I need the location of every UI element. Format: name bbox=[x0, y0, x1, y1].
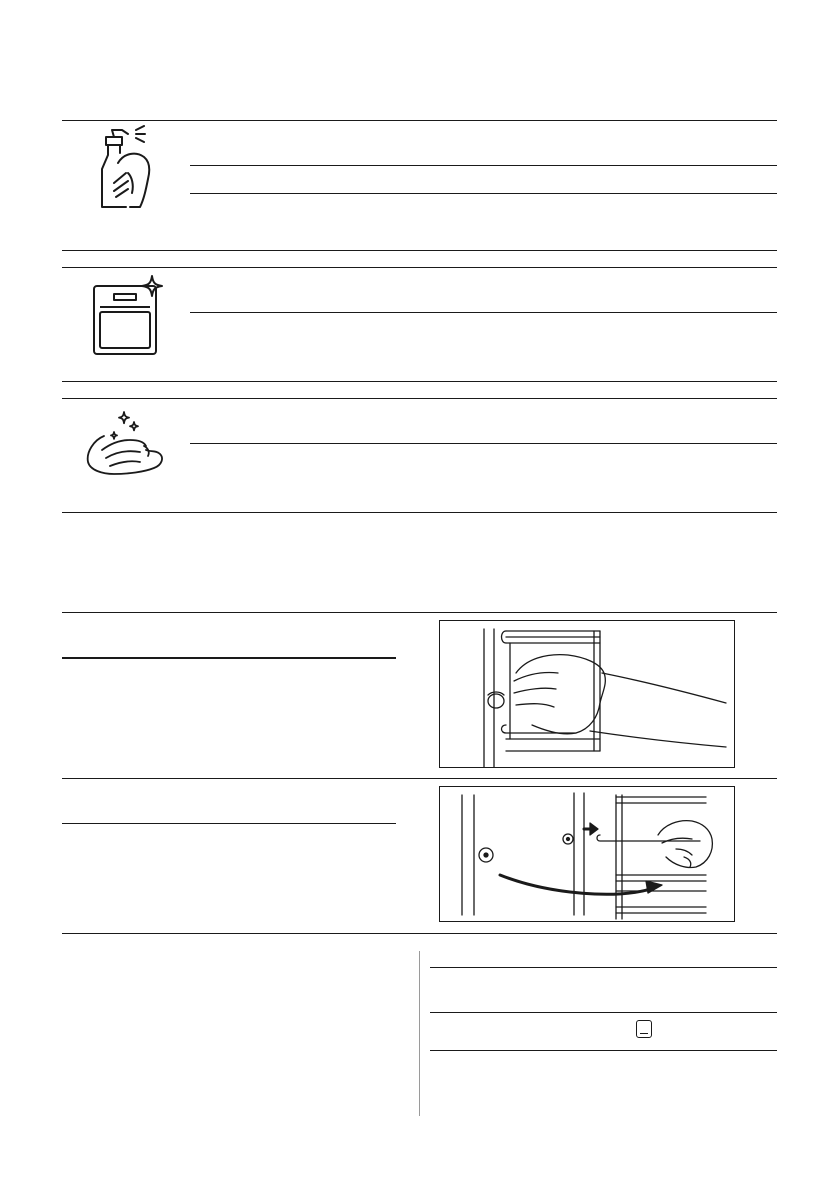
section-bottom-rule bbox=[62, 250, 777, 251]
oven-sparkle-icon bbox=[90, 274, 164, 358]
oven-lamp-symbol-icon bbox=[636, 1020, 652, 1038]
hand-pulling-shelf-support-icon bbox=[440, 621, 734, 767]
section-row-rule bbox=[190, 193, 777, 194]
step-top-rule bbox=[62, 778, 777, 779]
shelf-support-remove-step-1-illustration bbox=[439, 620, 735, 768]
step-bottom-rule bbox=[62, 933, 777, 934]
table-row-rule bbox=[430, 1012, 777, 1013]
table-row-rule bbox=[430, 1050, 777, 1051]
step-text-rule bbox=[62, 823, 396, 824]
section-bottom-rule bbox=[62, 512, 777, 513]
section-row-rule bbox=[190, 443, 777, 444]
cloth-hand-sparkle-icon bbox=[84, 410, 166, 480]
step-text-rule bbox=[62, 657, 396, 659]
section-top-rule bbox=[62, 267, 777, 268]
step-top-rule bbox=[62, 612, 777, 613]
section-row-rule bbox=[190, 312, 777, 313]
spray-cloth-icon bbox=[92, 125, 158, 211]
shelf-support-remove-step-2-illustration bbox=[439, 786, 735, 922]
table-row-rule bbox=[430, 967, 777, 968]
section-top-rule bbox=[62, 120, 777, 121]
section-top-rule bbox=[62, 398, 777, 399]
column-divider bbox=[419, 951, 420, 1116]
section-bottom-rule bbox=[62, 381, 777, 382]
section-row-rule bbox=[190, 165, 777, 166]
shelf-support-arrow-icon bbox=[440, 787, 734, 921]
